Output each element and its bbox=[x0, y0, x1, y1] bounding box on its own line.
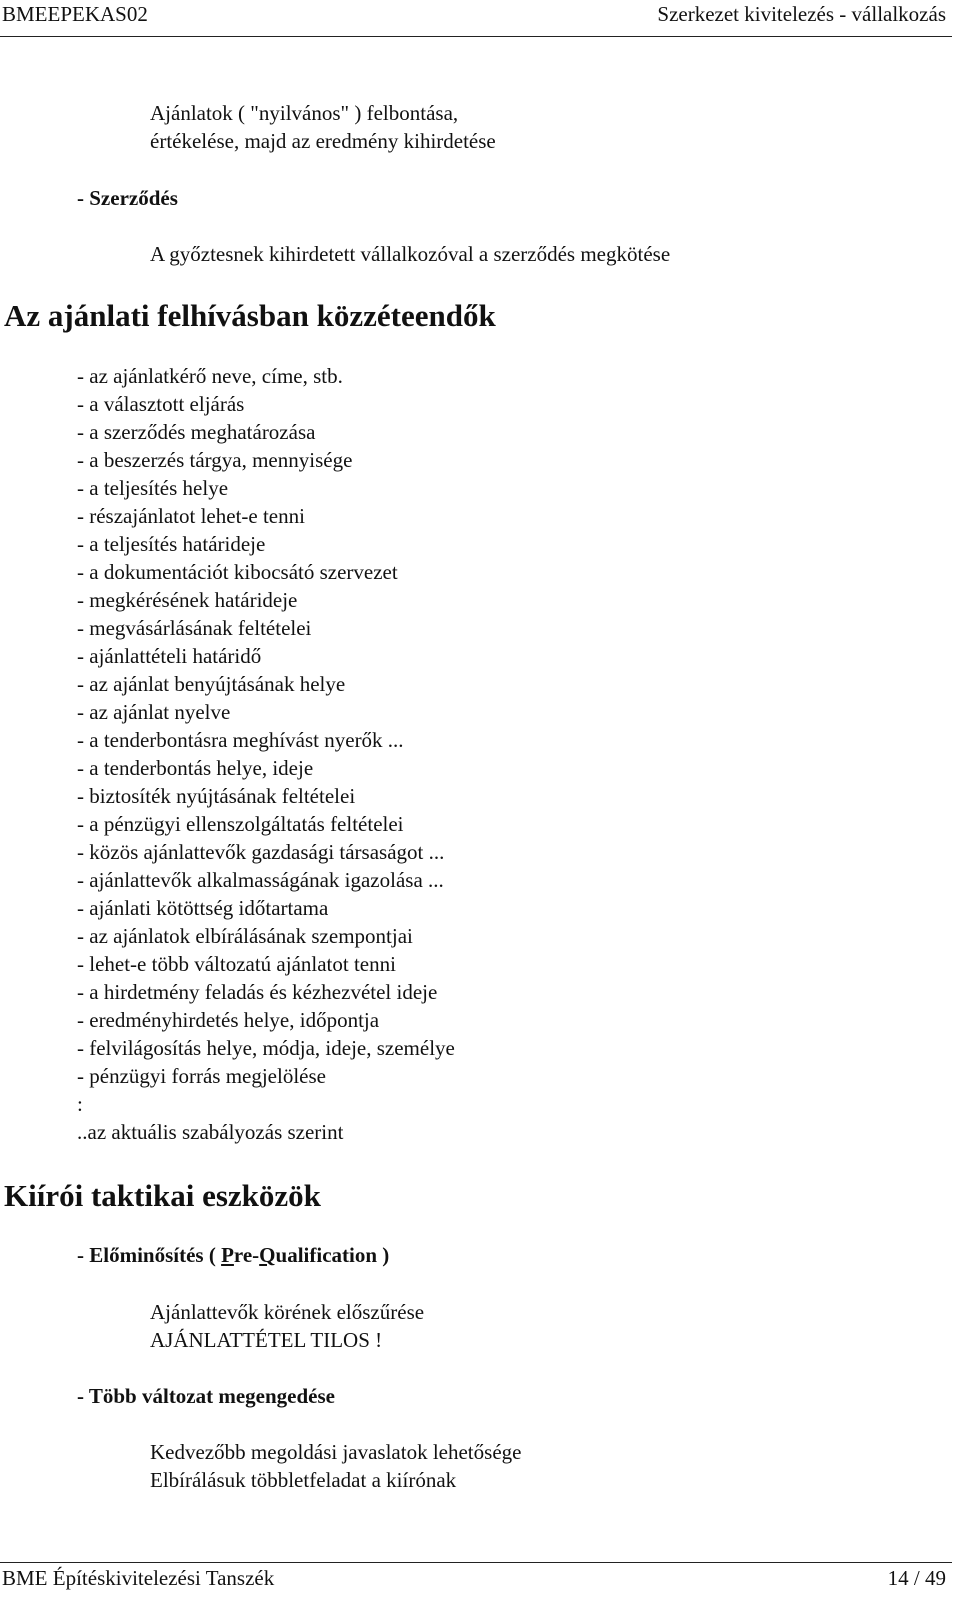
intro-line-2: értékelése, majd az eredmény kihirdetése bbox=[150, 129, 496, 153]
list-item: - a pénzügyi ellenszolgáltatás feltételei bbox=[77, 812, 404, 836]
list-item: - a szerződés meghatározása bbox=[77, 420, 316, 444]
header-rule bbox=[0, 36, 952, 37]
list-item: - a választott eljárás bbox=[77, 392, 245, 416]
list-item: - ajánlattételi határidő bbox=[77, 644, 262, 668]
list-item: - a teljesítés helye bbox=[77, 476, 229, 500]
pq-letter-p: P bbox=[221, 1243, 234, 1267]
list-item: - megvásárlásának feltételei bbox=[77, 616, 312, 640]
list-item: - részajánlatot lehet-e tenni bbox=[77, 504, 305, 528]
intro-line-1: Ajánlatok ( "nyilvános" ) felbontása, bbox=[150, 101, 459, 125]
variants-label: - Több változat megengedése bbox=[77, 1384, 335, 1408]
prequalification-line-1: Ajánlattevők körének előszűrése bbox=[150, 1300, 425, 1324]
variants-line-1: Kedvezőbb megoldási javaslatok lehetősége bbox=[150, 1440, 522, 1464]
list-item: - az ajánlat benyújtásának helye bbox=[77, 672, 346, 696]
contract-label: - Szerződés bbox=[77, 186, 178, 210]
prequalification-label bbox=[77, 1243, 389, 1267]
list-item: - a hirdetmény feladás és kézhezvétel ideje bbox=[77, 980, 438, 1004]
list-item: - az ajánlat nyelve bbox=[77, 700, 231, 724]
section-title-announcement: Az ajánlati felhívásban közzéteendők bbox=[4, 298, 496, 333]
header-title: Szerkezet kivitelezés - vállalkozás bbox=[657, 2, 946, 26]
list-item: - pénzügyi forrás megjelölése bbox=[77, 1064, 326, 1088]
department-name: BME Építéskivitelezési Tanszék bbox=[2, 1566, 275, 1590]
list-item: - a beszerzés tárgya, mennyisége bbox=[77, 448, 353, 472]
variants-line-2: Elbírálásuk többletfeladat a kiírónak bbox=[150, 1468, 457, 1492]
list-item: - eredményhirdetés helye, időpontja bbox=[77, 1008, 380, 1032]
list-item: - közös ajánlattevők gazdasági társaságot ... bbox=[77, 840, 445, 864]
list-item: - lehet-e több változatú ajánlatot tenni bbox=[77, 952, 396, 976]
contract-text: A győztesnek kihirdetett vállalkozóval a szerződés megkötése bbox=[150, 242, 671, 266]
section-title-tactics: Kiírói taktikai eszközök bbox=[4, 1178, 321, 1213]
pq-suffix: ualification ) bbox=[275, 1243, 390, 1267]
list-item: - megkérésének határideje bbox=[77, 588, 298, 612]
prequalification-line-2: AJÁNLATTÉTEL TILOS ! bbox=[150, 1328, 383, 1352]
list-item: - az ajánlatkérő neve, címe, stb. bbox=[77, 364, 343, 388]
list-item: - a tenderbontás helye, ideje bbox=[77, 756, 314, 780]
list-item: - ajánlati kötöttség időtartama bbox=[77, 896, 329, 920]
pq-mid: re- bbox=[233, 1243, 260, 1267]
announcement-items-list bbox=[77, 362, 455, 1146]
list-item: - a teljesítés határideje bbox=[77, 532, 266, 556]
list-item: - az ajánlatok elbírálásának szempontjai bbox=[77, 924, 413, 948]
list-item: - biztosíték nyújtásának feltételei bbox=[77, 784, 356, 808]
list-item: - a dokumentációt kibocsátó szervezet bbox=[77, 560, 398, 584]
course-code: BMEEPEKAS02 bbox=[2, 2, 148, 26]
list-item: - ajánlattevők alkalmasságának igazolása ... bbox=[77, 868, 444, 892]
pq-letter-q: Q bbox=[259, 1243, 276, 1267]
pq-prefix: - Előminősítés ( bbox=[77, 1243, 222, 1267]
page-number: 14 / 49 bbox=[887, 1566, 946, 1590]
list-item: - felvilágosítás helye, módja, ideje, személye bbox=[77, 1036, 455, 1060]
list-item: ..az aktuális szabályozás szerint bbox=[77, 1120, 344, 1144]
list-item: - a tenderbontásra meghívást nyerők ... bbox=[77, 728, 404, 752]
list-item: : bbox=[77, 1092, 83, 1116]
footer-rule bbox=[0, 1562, 952, 1563]
